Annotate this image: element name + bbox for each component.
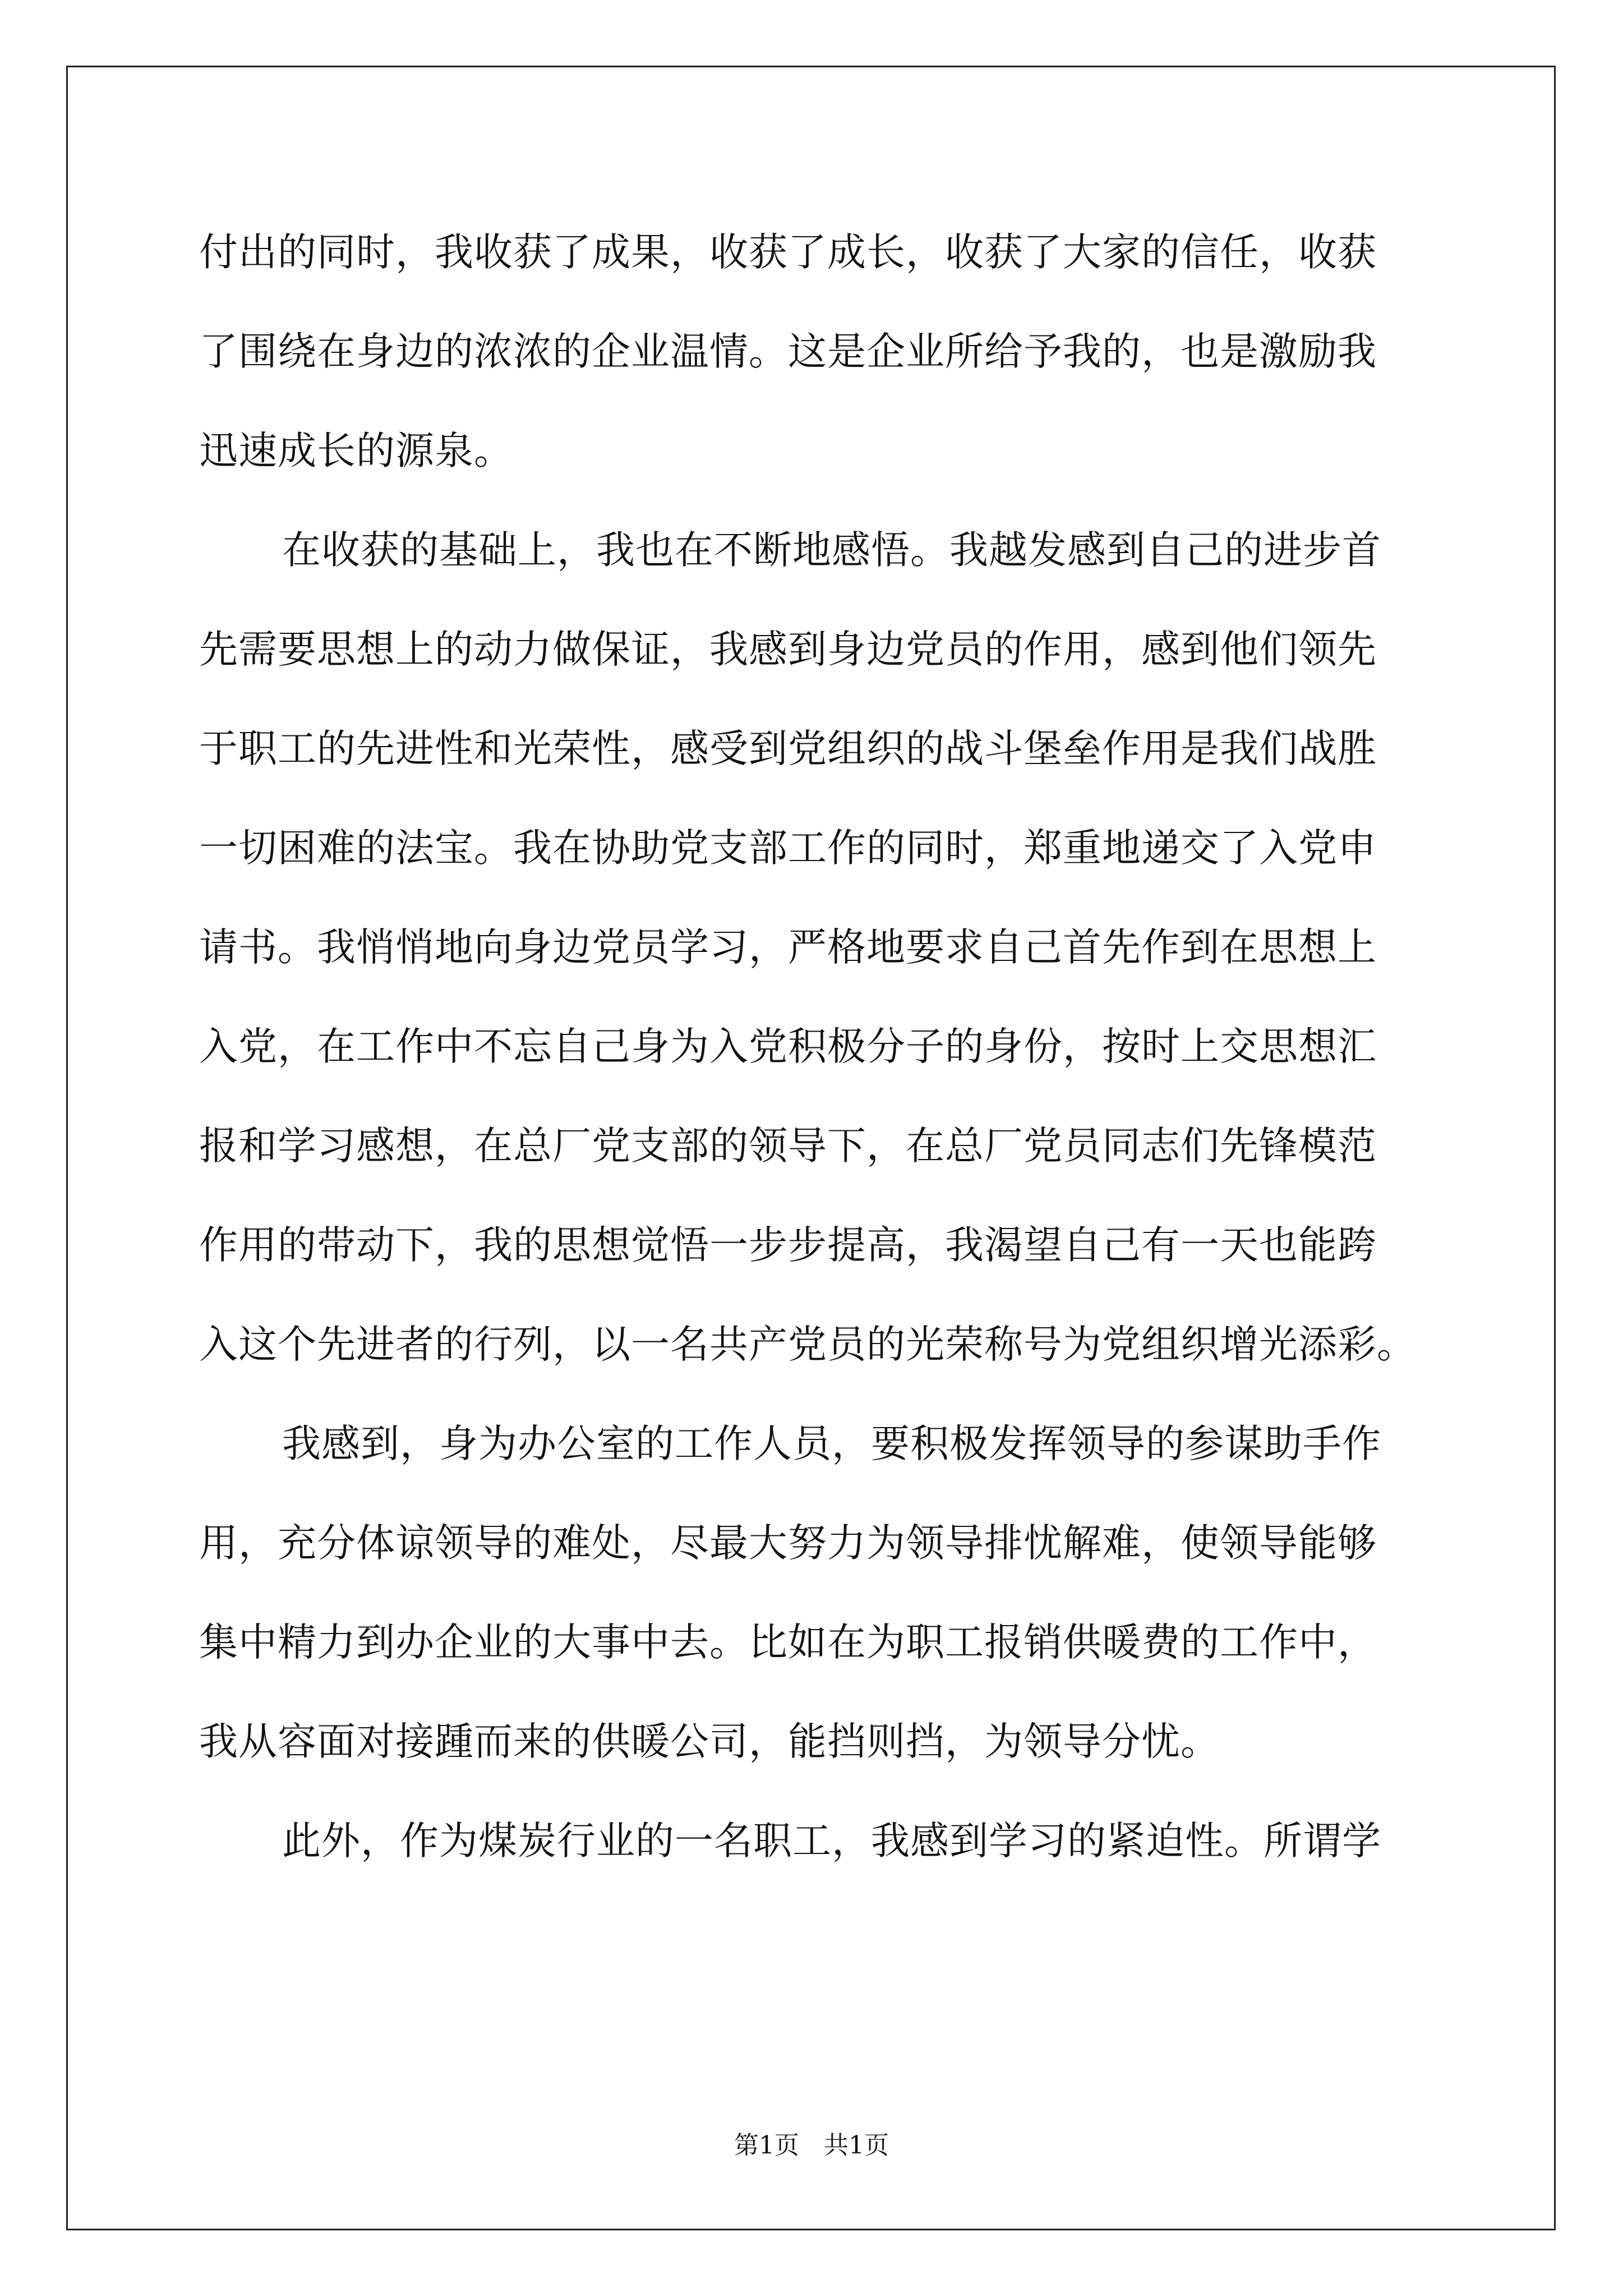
text-line-10: 报和学习感想，在总厂党支部的领导下，在总厂党员同志们先锋模范 [199, 1124, 1377, 1168]
text-line-1: 付出的同时，我收获了成果，收获了成长，收获了大家的信任，收获 [199, 230, 1377, 275]
text-line-17: 此外，作为煤炭行业的一名职工，我感到学习的紧迫性。所谓学 [282, 1819, 1381, 1864]
text-line-14: 用，充分体谅领导的难处，尽最大努力为领导排忧解难，使领导能够 [199, 1521, 1377, 1566]
text-line-3: 迅速成长的源泉。 [199, 429, 513, 473]
text-line-11: 作用的带动下，我的思想觉悟一步步提高，我渴望自己有一天也能跨 [199, 1223, 1377, 1268]
text-line-5: 先需要思想上的动力做保证，我感到身边党员的作用，感到他们领先 [199, 627, 1377, 672]
text-line-6: 于职工的先进性和光荣性，感受到党组织的战斗堡垒作用是我们战胜 [199, 726, 1377, 771]
text-line-2: 了围绕在身边的浓浓的企业温情。这是企业所给予我的，也是激励我 [199, 329, 1377, 374]
text-line-4: 在收获的基础上，我也在不断地感悟。我越发感到自己的进步首 [282, 528, 1381, 573]
document-body [199, 219, 1433, 1907]
text-line-15: 集中精力到办企业的大事中去。比如在为职工报销供暖费的工作中， [199, 1620, 1377, 1665]
text-line-13: 我感到，身为办公室的工作人员，要积极发挥领导的参谋助手作 [282, 1421, 1381, 1466]
text-line-16: 我从容面对接踵而来的供暖公司，能挡则挡，为领导分忧。 [199, 1719, 1220, 1764]
text-line-8: 请书。我悄悄地向身边党员学习，严格地要求自己首先作到在思想上 [199, 925, 1377, 970]
text-line-12: 入这个先进者的行列，以一名共产党员的光荣称号为党组织增光添彩。 [199, 1322, 1416, 1367]
page-footer: 第1页 共1页 [734, 2131, 889, 2160]
text-line-9: 入党，在工作中不忘自己身为入党积极分子的身份，按时上交思想汇 [199, 1024, 1377, 1069]
text-line-7: 一切困难的法宝。我在协助党支部工作的同时，郑重地递交了入党申 [199, 826, 1377, 871]
